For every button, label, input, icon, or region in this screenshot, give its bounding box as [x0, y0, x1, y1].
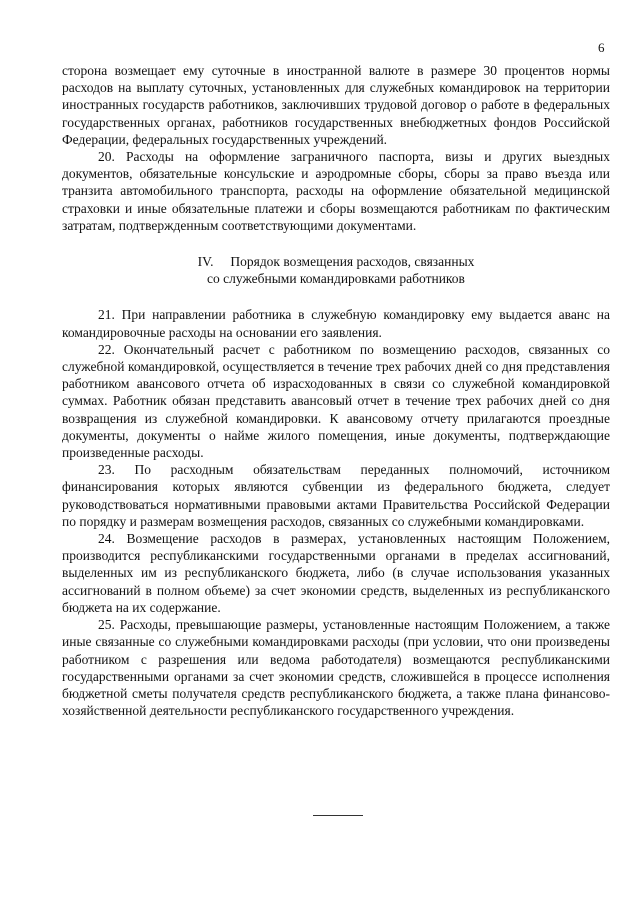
- paragraph-21: 21. При направлении работника в служебную командировку ему выдается аванс на командировочные расходы на основании его заявления.: [62, 307, 610, 340]
- paragraph-23: 23. По расходным обязательствам переданных полномочий, источником финансирования которых являются субвенции из федерального бюджета, следует руководствоваться нормативными правовыми актами Правительства Российской Федерации по порядку и размерам возмещения расходов, связанных со служебными командировками.: [62, 462, 610, 529]
- section-heading-line-1: [62, 253, 610, 270]
- paragraph-25: 25. Расходы, превышающие размеры, установленные настоящим Положением, а также иные связанные со служебными командировками расходы (при условии, что они произведены работником с разрешения или ведома работодателя) возмещаются республиканскими государственными органами за счет экономии средств, сложившейся в процессе исполнения бюджетной сметы получателя средств республиканского бюджета, а также плана финансово-хозяйственной деятельности республиканского государственного учреждения.: [62, 617, 610, 719]
- document-body: [62, 62, 610, 719]
- section-heading: [62, 253, 610, 287]
- paragraph-24: 24. Возмещение расходов в размерах, установленных настоящим Положением, производится республиканскими государственными органами в пределах ассигнований, выделенных им из республиканского бюджета, либо (в случае использования указанных ассигнований в полном объеме) за счет экономии средств, выделенных из республиканского бюджета на их содержание.: [62, 531, 610, 615]
- section-title-line-2: со служебными командировками работников: [207, 271, 465, 287]
- section-number: IV.: [197, 254, 214, 270]
- paragraph-20: 20. Расходы на оформление заграничного паспорта, визы и других выездных документов, обязательные консульские и аэродромные сборы, сборы за право въезда или транзита автомобильного транспорта, расходы на оформление обязательной медицинской страховки и иные обязательные платежи и сборы возмещаются работникам по фактическим затратам, подтвержденным соответствующими документами.: [62, 149, 610, 233]
- paragraph-continuation: сторона возмещает ему суточные в иностранной валюте в размере 30 процентов нормы расходов на выплату суточных, установленных для служебных командировок на территории иностранных государств работников, заключивших трудовой договор о работе в федеральных государственных органах, работников государственных внебюджетных фондов Российской Федерации, федеральных государственных учреждений.: [62, 63, 610, 147]
- paragraph-22: 22. Окончательный расчет с работником по возмещению расходов, связанных со служебной командировкой, осуществляется в течение трех рабочих дней со дня представления работником авансового отчета об израсходованных в связи со служебной командировкой суммах. Работник обязан представить авансовый отчет в течение трех рабочих дней со дня возвращения из служебной командировки. К авансовому отчету прилагаются проездные документы, документы о найме жилого помещения, иные документы, подтверждающие произведенные расходы.: [62, 341, 610, 461]
- page-number: 6: [598, 40, 605, 55]
- section-title-line-1: Порядок возмещения расходов, связанных: [230, 254, 475, 270]
- footer-divider: [313, 815, 363, 816]
